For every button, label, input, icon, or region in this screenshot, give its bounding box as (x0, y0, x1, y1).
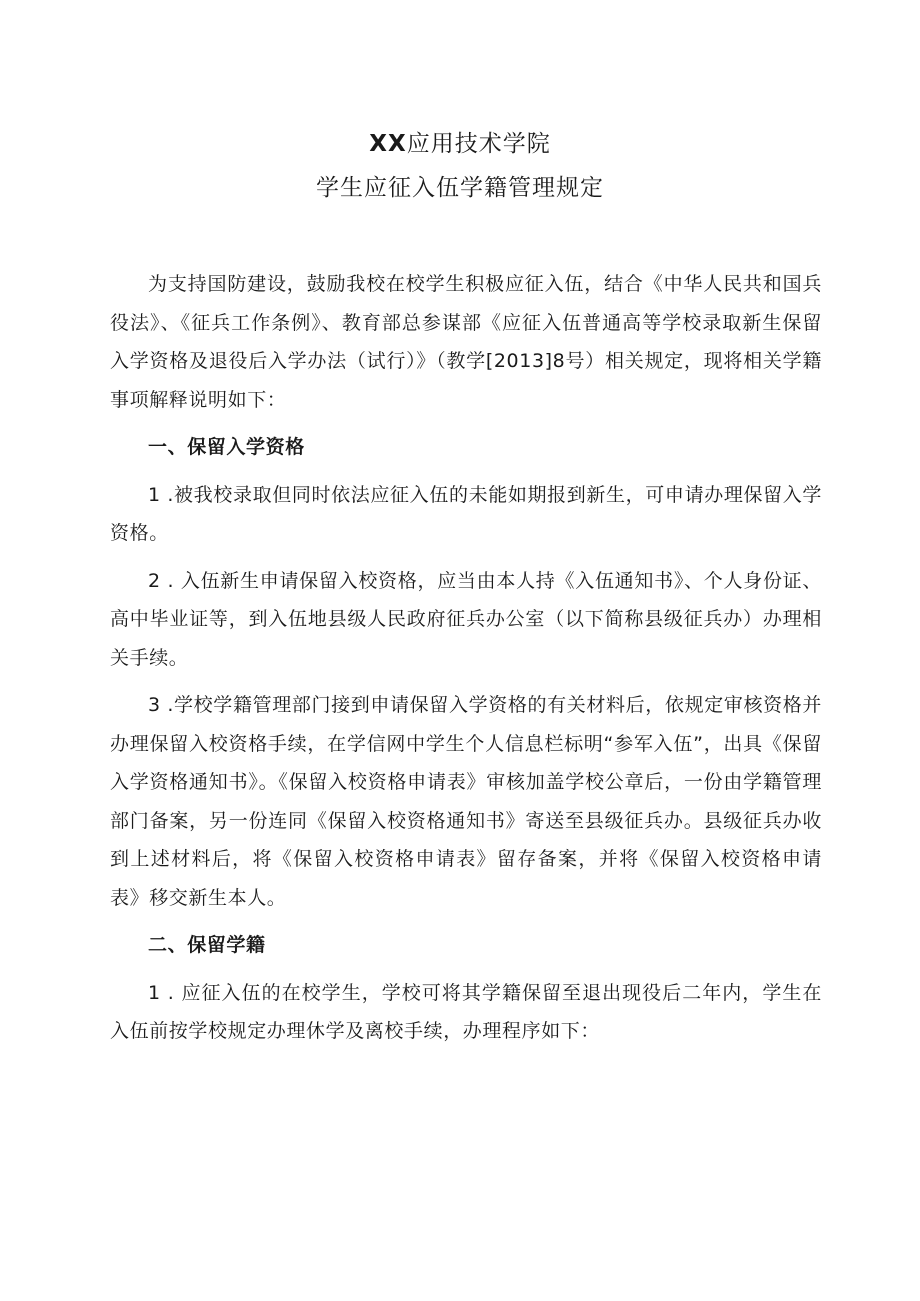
title-line-1-text: 应用技术学院 (406, 131, 551, 157)
intro-paragraph: 为支持国防建设，鼓励我校在校学生积极应征入伍，结合《中华人民共和国兵役法》、《征兵工作条例》、教育部总参谋部《应征入伍普通高等学校录取新生保留入学资格及退役后入学办法（试行）》（教学[2013]8号）相关规定，现将相关学籍事项解释说明如下： (110, 273, 822, 411)
document-body (110, 265, 822, 1060)
section-1-item-2: 2 . 入伍新生申请保留入校资格，应当由本人持《入伍通知书》、个人身份证、高中毕业证等，到入伍地县级人民政府征兵办公室（以下简称县级征兵办）办理相关手续。 (110, 569, 822, 669)
section-heading-2: 二、保留学籍 (148, 934, 266, 956)
section-1-item-3: 3 .学校学籍管理部门接到申请保留入学资格的有关材料后，依规定审核资格并办理保留入校资格手续，在学信网中学生个人信息栏标明“参军入伍”，出具《保留入学资格通知书》。《保留入校资格申请表》审核加盖学校公章后，一份由学籍管理部门备案，另一份连同《保留入校资格通知书》寄送至县级征兵办。县级征兵办收到上述材料后，将《保留入校资格申请表》留存备案，并将《保留入校资格申请表》移交新生本人。 (110, 694, 822, 909)
section-heading-1: 一、保留入学资格 (148, 436, 305, 458)
document-title (0, 122, 920, 210)
title-prefix: XX (369, 131, 407, 157)
title-line-1 (0, 122, 920, 166)
section-2-item-1: 1 . 应征入伍的在校学生，学校可将其学籍保留至退出现役后二年内，学生在入伍前按学校规定办理休学及离校手续，办理程序如下： (110, 981, 822, 1042)
section-1-item-1: 1 .被我校录取但同时依法应征入伍的未能如期报到新生，可申请办理保留入学资格。 (110, 483, 822, 544)
title-line-2: 学生应征入伍学籍管理规定 (316, 175, 604, 201)
